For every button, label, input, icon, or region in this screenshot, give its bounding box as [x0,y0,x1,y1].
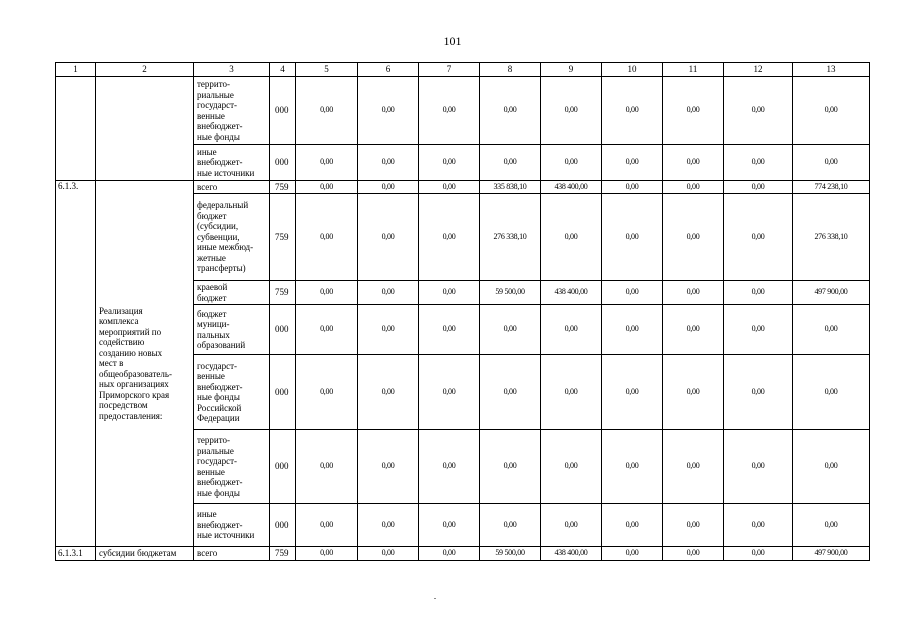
amount-cell: 0,00 [663,355,724,430]
amount-cell: 0,00 [480,355,541,430]
amount-cell: 438 400,00 [541,281,602,305]
amount-cell: 0,00 [793,305,870,355]
amount-cell: 0,00 [419,77,480,145]
amount-cell: 0,00 [793,504,870,547]
funding-source-cell: всего [194,547,270,561]
amount-cell: 0,00 [480,430,541,504]
kbk-code-cell: 759 [270,181,296,194]
amount-cell: 0,00 [419,430,480,504]
amount-cell: 0,00 [358,547,419,561]
amount-cell: 0,00 [419,504,480,547]
table-row [56,181,870,194]
column-header-6: 6 [358,63,419,77]
amount-cell: 497 900,00 [793,281,870,305]
amount-cell: 438 400,00 [541,547,602,561]
column-header-8: 8 [480,63,541,77]
amount-cell: 0,00 [296,77,358,145]
amount-cell: 0,00 [663,77,724,145]
amount-cell: 0,00 [480,504,541,547]
kbk-code-cell: 000 [270,305,296,355]
row-code-cell: 6.1.3. [56,181,96,547]
column-header-12: 12 [724,63,793,77]
row-title-cell [96,77,194,181]
amount-cell: 0,00 [724,430,793,504]
amount-cell: 0,00 [602,181,663,194]
amount-cell: 0,00 [480,77,541,145]
amount-cell: 0,00 [358,430,419,504]
kbk-code-cell: 000 [270,504,296,547]
amount-cell: 0,00 [724,145,793,181]
amount-cell: 0,00 [724,305,793,355]
budget-table [55,62,870,561]
kbk-code-cell: 000 [270,430,296,504]
amount-cell: 0,00 [663,181,724,194]
amount-cell: 335 838,10 [480,181,541,194]
amount-cell: 0,00 [541,77,602,145]
funding-source-cell: иные внебюджет- ные источники [194,145,270,181]
funding-source-cell: бюджет муници- пальных образований [194,305,270,355]
amount-cell: 0,00 [358,504,419,547]
amount-cell: 0,00 [419,281,480,305]
amount-cell: 0,00 [358,305,419,355]
amount-cell: 0,00 [663,305,724,355]
amount-cell: 0,00 [541,355,602,430]
amount-cell: 0,00 [724,194,793,281]
column-header-3: 3 [194,63,270,77]
row-title-cell: Реализация комплекса мероприятий по содействию созданию новых мест в общеобразователь- ных организациях Приморского края посредством предоставления: [96,181,194,547]
funding-source-cell: террито- риальные государст- венные внебюджет- ные фонды [194,77,270,145]
amount-cell: 0,00 [541,145,602,181]
amount-cell: 0,00 [358,281,419,305]
amount-cell: 0,00 [663,145,724,181]
amount-cell: 0,00 [602,504,663,547]
amount-cell: 0,00 [793,355,870,430]
amount-cell: 0,00 [724,355,793,430]
amount-cell: 0,00 [358,181,419,194]
row-code-cell [56,77,96,181]
amount-cell: 0,00 [724,547,793,561]
amount-cell: 0,00 [480,305,541,355]
amount-cell: 0,00 [602,355,663,430]
column-header-2: 2 [96,63,194,77]
amount-cell: 0,00 [296,145,358,181]
column-header-4: 4 [270,63,296,77]
amount-cell: 0,00 [663,504,724,547]
amount-cell: 0,00 [541,194,602,281]
amount-cell: 0,00 [663,194,724,281]
column-header-11: 11 [663,63,724,77]
amount-cell: 0,00 [724,77,793,145]
row-code-cell: 6.1.3.1 [56,547,96,561]
amount-cell: 0,00 [419,547,480,561]
column-header-9: 9 [541,63,602,77]
kbk-code-cell: 759 [270,547,296,561]
amount-cell: 0,00 [358,194,419,281]
amount-cell: 0,00 [724,181,793,194]
amount-cell: 0,00 [724,281,793,305]
amount-cell: 0,00 [541,305,602,355]
amount-cell: 0,00 [602,547,663,561]
funding-source-cell: краевой бюджет [194,281,270,305]
table-row [56,547,870,561]
amount-cell: 0,00 [793,145,870,181]
amount-cell: 0,00 [296,355,358,430]
column-header-13: 13 [793,63,870,77]
amount-cell: 0,00 [663,281,724,305]
kbk-code-cell: 000 [270,145,296,181]
amount-cell: 0,00 [296,194,358,281]
amount-cell: 0,00 [480,145,541,181]
column-header-5: 5 [296,63,358,77]
kbk-code-cell: 759 [270,281,296,305]
amount-cell: 0,00 [724,504,793,547]
funding-source-cell: иные внебюджет- ные источники [194,504,270,547]
table-row [56,77,870,145]
funding-source-cell: государст- венные внебюджет- ные фонды Российской Федерации [194,355,270,430]
amount-cell: 0,00 [793,430,870,504]
amount-cell: 0,00 [296,504,358,547]
amount-cell: 0,00 [602,145,663,181]
amount-cell: 0,00 [419,145,480,181]
funding-source-cell: федеральный бюджет (субсидии, субвенции, иные межбюд- жетные трансферты) [194,194,270,281]
amount-cell: 0,00 [419,194,480,281]
amount-cell: 0,00 [296,281,358,305]
amount-cell: 0,00 [663,430,724,504]
amount-cell: 0,00 [602,281,663,305]
column-number-header-row [56,63,870,77]
amount-cell: 497 900,00 [793,547,870,561]
amount-cell: 0,00 [296,181,358,194]
amount-cell: 438 400,00 [541,181,602,194]
kbk-code-cell: 000 [270,77,296,145]
amount-cell: 774 238,10 [793,181,870,194]
amount-cell: 0,00 [541,430,602,504]
amount-cell: 0,00 [358,77,419,145]
amount-cell: 0,00 [296,305,358,355]
amount-cell: 0,00 [358,355,419,430]
funding-source-cell: террито- риальные государст- венные внебюджет- ные фонды [194,430,270,504]
column-header-7: 7 [419,63,480,77]
amount-cell: 0,00 [296,547,358,561]
amount-cell: 0,00 [419,181,480,194]
amount-cell: 59 500,00 [480,281,541,305]
amount-cell: 0,00 [602,430,663,504]
amount-cell: 0,00 [602,77,663,145]
amount-cell: 0,00 [419,355,480,430]
amount-cell: 0,00 [793,77,870,145]
amount-cell: 276 338,10 [793,194,870,281]
column-header-10: 10 [602,63,663,77]
amount-cell: 276 338,10 [480,194,541,281]
funding-source-cell: всего [194,181,270,194]
amount-cell: 0,00 [358,145,419,181]
page-number: 101 [443,34,462,48]
amount-cell: 59 500,00 [480,547,541,561]
amount-cell: 0,00 [419,305,480,355]
scan-speck [434,598,436,599]
amount-cell: 0,00 [663,547,724,561]
kbk-code-cell: 759 [270,194,296,281]
row-title-cell: субсидии бюджетам [96,547,194,561]
column-header-1: 1 [56,63,96,77]
amount-cell: 0,00 [541,504,602,547]
amount-cell: 0,00 [296,430,358,504]
kbk-code-cell: 000 [270,355,296,430]
amount-cell: 0,00 [602,305,663,355]
amount-cell: 0,00 [602,194,663,281]
